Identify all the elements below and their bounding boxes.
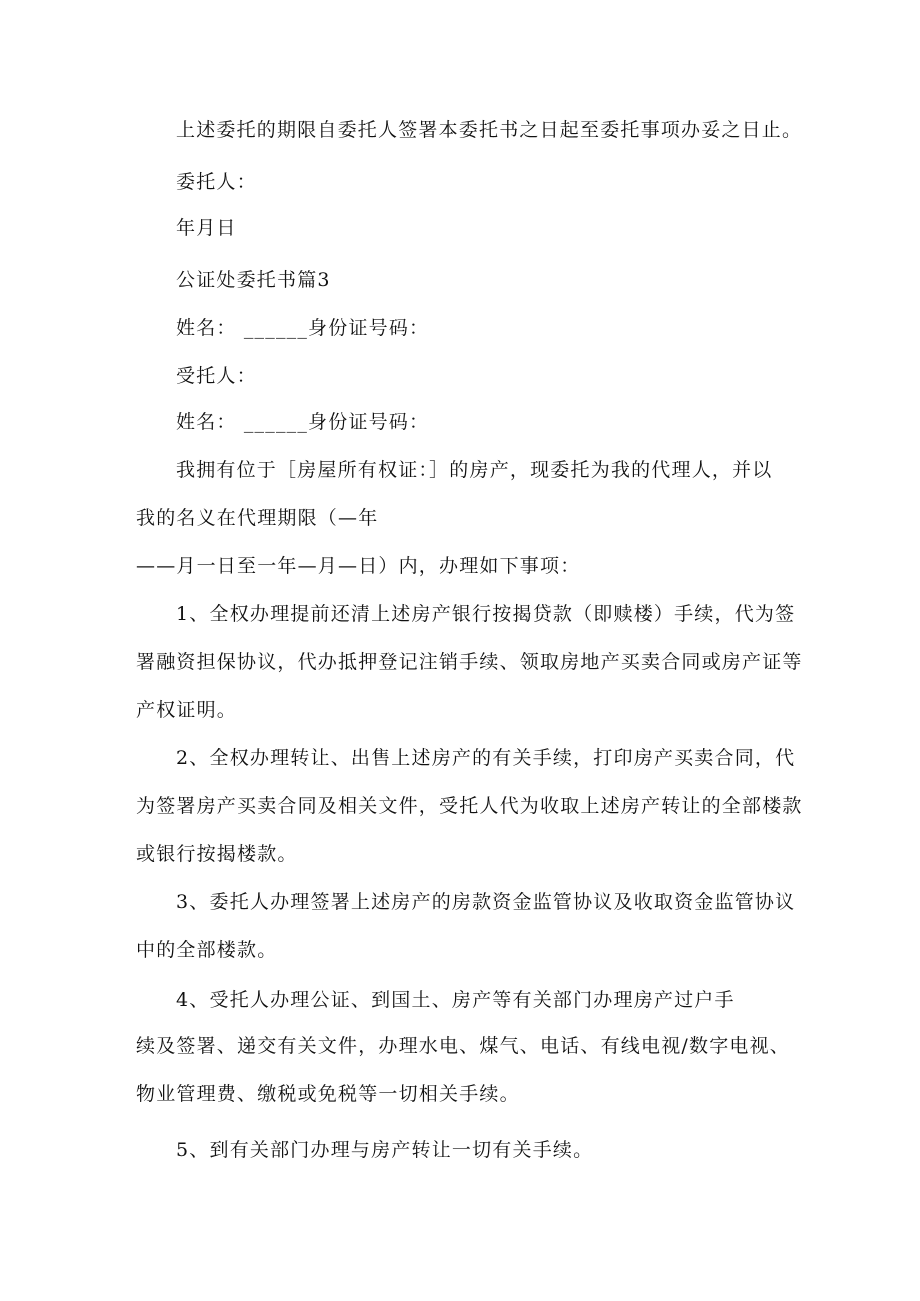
property-statement-line-3: ——月一日至一年—月—日）内，办理如下事项：: [136, 555, 581, 577]
item-3-line-1: 3、委托人办理签署上述房产的房款资金监管协议及收取资金监管协议: [176, 891, 796, 913]
item-2-line-1: 2、全权办理转让、出售上述房产的有关手续，打印房产买卖合同，代: [176, 747, 796, 769]
principal-name-id-line: 姓名： ______身份证号码：: [176, 317, 430, 339]
item-1-line-1: 1、全权办理提前还清上述房产银行按揭贷款（即赎楼）手续，代为签: [176, 603, 796, 625]
agent-name-id-line: 姓名： ______身份证号码：: [176, 411, 430, 433]
paragraph-delegation-period: 上述委托的期限自委托人签署本委托书之日起至委托事项办妥之日止。: [176, 119, 803, 141]
property-statement-line-1: 我拥有位于［房屋所有权证：］的房产，现委托为我的代理人，并以: [176, 459, 773, 481]
item-5-line-1: 5、到有关部门办理与房产转让一切有关手续。: [176, 1139, 594, 1161]
item-4-line-3: 物业管理费、缴税或免税等一切相关手续。: [136, 1083, 520, 1105]
item-2-line-3: 或银行按揭楼款。: [136, 843, 298, 865]
property-statement-line-2: 我的名义在代理期限（—年: [136, 507, 379, 529]
principal-label: 委托人：: [176, 171, 257, 193]
date-line: 年月日: [176, 217, 237, 239]
agent-label: 受托人：: [176, 365, 257, 387]
section-heading: 公证处委托书篇3: [176, 269, 331, 291]
item-1-line-2: 署融资担保协议，代办抵押登记注销手续、领取房地产买卖合同或房产证等: [136, 651, 803, 673]
item-4-line-2: 续及签署、递交有关文件，办理水电、煤气、电话、有线电视/数字电视、: [136, 1035, 791, 1057]
item-1-line-3: 产权证明。: [136, 699, 238, 721]
item-3-line-2: 中的全部楼款。: [136, 939, 278, 961]
item-4-line-1: 4、受托人办理公证、到国土、房产等有关部门办理房产过户手: [176, 989, 735, 1011]
item-2-line-2: 为签署房产买卖合同及相关文件，受托人代为收取上述房产转让的全部楼款: [136, 795, 803, 817]
